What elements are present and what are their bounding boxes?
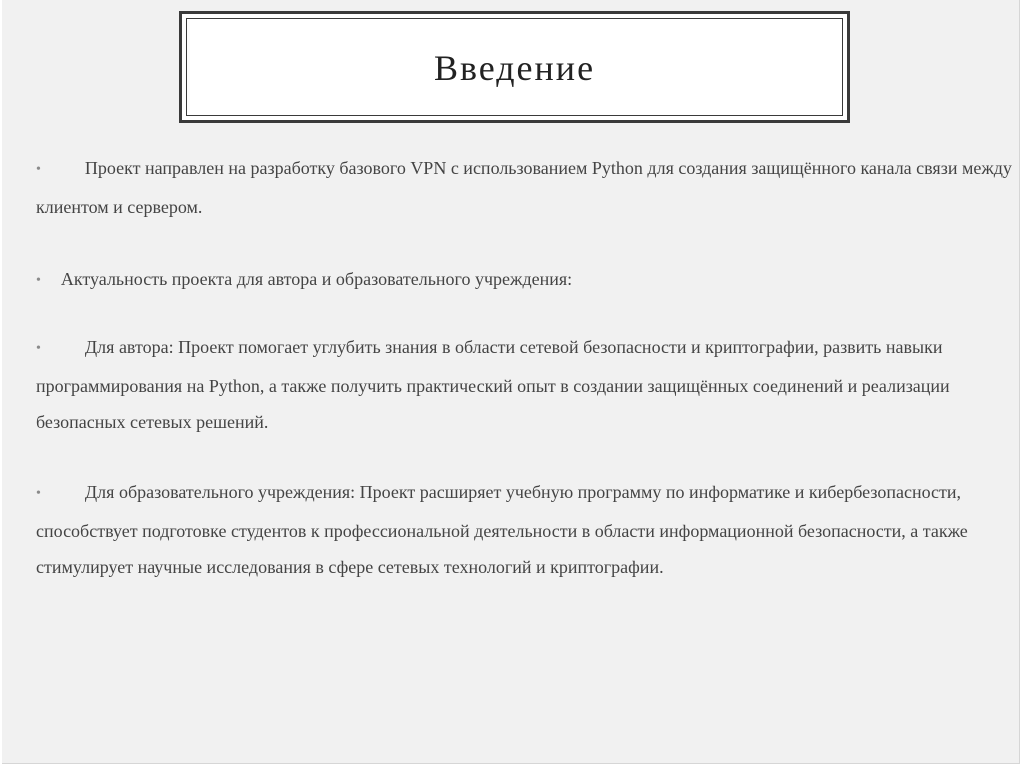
bullet-icon: • — [36, 273, 41, 288]
paragraph-text: Актуальность проекта для автора и образовательного учреждения: — [60, 269, 573, 289]
paragraph-for-institution — [36, 474, 1024, 585]
paragraph-for-author — [36, 329, 1024, 440]
bullet-icon: • — [36, 162, 41, 177]
paragraph-text: Для автора: Проект помогает углубить знания в области сетевой безопасности и криптографии, развить навыки программирования на Python, а также получить практический опыт в создании защищённых соединений и реализации безопасных сетевых решений. — [36, 337, 950, 432]
bullet-icon: • — [36, 341, 41, 356]
slide-body — [36, 150, 1024, 585]
paragraph-text: Для образовательного учреждения: Проект расширяет учебную программу по информатике и кибербезопасности, способствует подготовке студентов к профессиональной деятельности в области информационной безопасности, а также стимулирует научные исследования в сфере сетевых технологий и криптографии. — [36, 482, 968, 577]
paragraph-text: Проект направлен на разработку базового VPN с использованием Python для создания защищённого канала связи между клиентом и сервером. — [36, 158, 1012, 217]
title-box — [179, 11, 850, 123]
paragraph-intro — [36, 150, 1024, 225]
slide-title: Введение — [433, 48, 596, 88]
bullet-icon: • — [36, 486, 41, 501]
paragraph-relevance — [36, 261, 1024, 300]
slide — [2, 0, 1020, 764]
